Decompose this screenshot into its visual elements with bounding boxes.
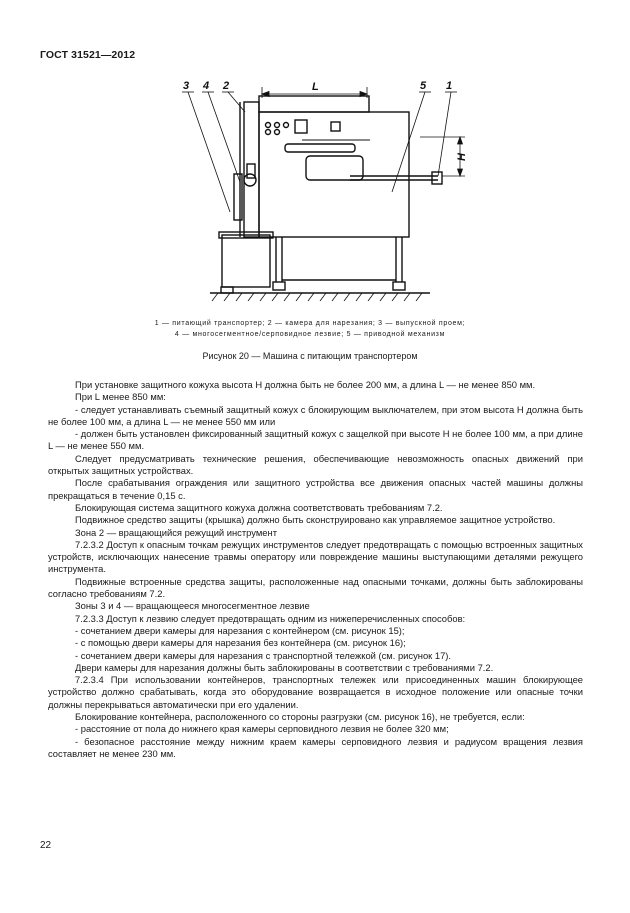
paragraph: При L менее 850 мм:: [75, 391, 166, 403]
control-button: [284, 123, 289, 128]
paragraph: - следует устанавливать съемный защитный кожух с блокирующим выключателем, при этом высота H должна быть не более 100 мм, а длина L — не менее 550 мм или: [48, 403, 583, 427]
label-4: 4: [203, 80, 210, 92]
section-heading: Зоны 3 и 4 — вращающееся многосегментное лезвие: [75, 600, 310, 612]
paragraph: 7.2.3.3 Доступ к лезвию следует предотвращать одним из нижеперечисленных способов:: [75, 612, 466, 624]
control-switch: [331, 122, 340, 131]
machine-figure: [170, 72, 490, 322]
paragraph: Следует предусматривать технические решения, обеспечивающие невозможность опасных движений при открытых защитных устройствах.: [48, 452, 583, 477]
dimension-H: H: [456, 153, 468, 161]
control-button: [266, 130, 271, 135]
paragraph: - должен быть установлен фиксированный защитный кожух с защелкой при высоте H не более 100 мм, а при длине L — не менее 550 мм.: [48, 428, 583, 452]
label-2: 2: [223, 80, 230, 92]
label-3: 3: [183, 80, 190, 92]
cutting-chamber-front: [244, 102, 259, 237]
label-1: 1: [446, 80, 453, 92]
legend-line-2: 4 — многосегментное/серповидное лезвие; 5 — приводной механизм: [174, 331, 446, 338]
blade-hub: [244, 174, 256, 186]
list-item: - расстояние от пола до нижнего края камеры серповидного лезвия не более 320 мм;: [75, 723, 449, 735]
paragraph: 7.2.3.2 Доступ к опасным точкам режущих инструментов следует предотвращать с помощью встроенных защитных устройств, исключающих нанесение травмы оператору или повреждение машины выступающими деталями режущего инструмента.: [48, 538, 583, 575]
list-item: - безопасное расстояние между нижним краем камеры серповидного лезвия и радиусом вращения лезвия составляет не менее 230 мм.: [48, 735, 583, 759]
legend-line-1: 1 — питающий транспортер; 2 — камера для нарезания; 3 — выпускной проем;: [154, 320, 466, 327]
paragraph: При установке защитного кожуха высота H должна быть не более 200 мм, а длина L — не менее 850 мм.: [75, 379, 536, 390]
door-handle: [285, 144, 355, 152]
control-display: [295, 120, 307, 133]
document-header: ГОСТ 31521—2012: [40, 49, 136, 61]
paragraph: Подвижное средство защиты (крышка) должно быть сконструировано как управляемое защитное устройство.: [75, 514, 556, 526]
page-number: 22: [40, 840, 52, 851]
paragraph: После срабатывания ограждения или защитного устройства все движения опасных частей машины должны прекращаться в течение 0,15 с.: [48, 477, 583, 501]
list-item: - с помощью двери камеры для нарезания без контейнера (см. рисунок 16);: [75, 637, 406, 649]
container: [222, 235, 270, 287]
control-button: [266, 123, 271, 128]
paragraph: Блокирование контейнера, расположенного со стороны разгрузки (см. рисунок 16), не требуется, если:: [75, 711, 525, 723]
body-text: [48, 379, 583, 760]
section-heading: Зона 2 — вращающийся режущий инструмент: [75, 526, 277, 538]
conveyor-roller: [432, 172, 442, 184]
label-5: 5: [420, 80, 427, 92]
paragraph: Подвижные встроенные средства защиты, расположенные над опасными точками, должны быть заблокированы согласно требованиям 7.2.: [48, 575, 583, 600]
machine-top-panel: [259, 96, 369, 112]
dimension-L: L: [312, 81, 319, 93]
list-item: - сочетанием двери камеры для нарезания с контейнером (см. рисунок 15);: [75, 624, 405, 636]
control-button: [275, 123, 280, 128]
figure-title: Рисунок 20 — Машина с питающим транспортером: [202, 351, 418, 361]
control-button: [275, 130, 280, 135]
paragraph: Блокирующая система защитного кожуха должна соответствовать требованиям 7.2.: [75, 501, 443, 513]
figure-legend: [90, 318, 530, 340]
paragraph: 7.2.3.4 При использовании контейнеров, транспортных тележек или присоединенных машин блокирующее устройство должно срабатывать, когда это оборудование возвращается в исходное положение или опасные точки должны перекрываться автоматически при его удалении.: [48, 674, 583, 710]
list-item: - сочетанием двери камеры для нарезания с транспортной тележкой (см. рисунок 17).: [75, 649, 452, 661]
paragraph: Двери камеры для нарезания должны быть заблокированы в соответствии с требованиями 7.2.: [75, 661, 494, 673]
blade-disc: [234, 174, 242, 220]
